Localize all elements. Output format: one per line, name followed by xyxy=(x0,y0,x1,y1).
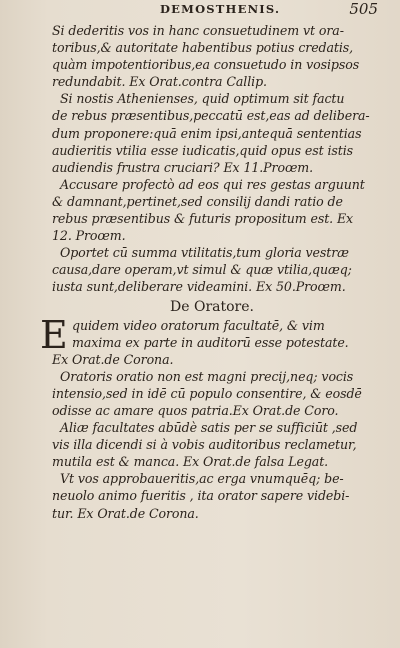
text-line: Ex Orat.de Corona. xyxy=(52,351,174,367)
text-line: 12. Proœm. xyxy=(52,228,126,244)
text-line: Si nostis Athenienses, quid optimum sit factu xyxy=(60,91,345,107)
page-number: 505 xyxy=(349,0,378,18)
quotes-after xyxy=(52,351,372,522)
text-line: rebus præsentibus & futuris propositum est. Ex xyxy=(52,211,354,227)
section-heading: De Oratore. xyxy=(170,298,254,315)
text-line: audieritis vtilia esse iudicatis,quid opus est istis xyxy=(52,142,354,158)
text-line: vis illa dicendi si à vobis auditoribus reclametur, xyxy=(52,437,357,453)
text-line: intensio,sed in idē cū populo consentire, & eosdē xyxy=(52,385,362,401)
text-line: maxima ex parte in auditorū esse potestate. xyxy=(72,334,349,350)
drop-cap: E xyxy=(40,312,68,357)
text-line: Oratoris oratio non est magni precij,neq; vocis xyxy=(60,368,354,384)
text-line: dum proponere:quā enim ipsi,antequā sententias xyxy=(52,125,362,141)
dropcap-paragraph xyxy=(40,312,372,357)
text-line: audiendis frustra cruciari? Ex 11.Proœm. xyxy=(52,159,314,175)
text-line: Si dederitis vos in hanc consuetudinem vt ora- xyxy=(52,23,344,38)
text-line: mutila est & manca. Ex Orat.de falsa Legat. xyxy=(52,454,329,470)
text-block xyxy=(40,22,372,522)
text-line: neuolo animo fueritis , ita orator sapere videbi- xyxy=(52,488,350,504)
text-line: Oportet cū summa vtilitatis,tum gloria vestræ xyxy=(60,245,349,261)
text-line: tur. Ex Orat.de Corona. xyxy=(52,505,199,521)
text-line: Accusare profectò ad eos qui res gestas arguunt xyxy=(60,176,365,192)
text-line: iusta sunt,deliberare videamini. Ex 50.Proœm. xyxy=(52,279,346,295)
text-line: Aliæ facultates abūdè satis per se sufficiūt ,sed xyxy=(60,420,358,436)
text-line: & damnant,pertinet,sed consilij dandi ratio de xyxy=(52,193,343,209)
text-line: quàm impotentioribus,ea consuetudo in vosipsos xyxy=(52,57,360,73)
text-line: redundabit. Ex Orat.contra Callip. xyxy=(52,74,267,90)
quotes-before xyxy=(52,22,372,296)
text-line: de rebus præsentibus,peccatū est,eas ad delibera- xyxy=(52,108,370,124)
text-line: causa,dare operam,vt simul & quæ vtilia,quæq; xyxy=(52,262,352,278)
text-line: Vt vos approbaueritis,ac erga vnumquēq; be- xyxy=(60,471,344,487)
running-title: DEMOSTHENIS. xyxy=(160,2,281,16)
text-line: toribus,& autoritate habentibus potius credatis, xyxy=(52,40,354,56)
text-line: quidem video oratorum facultatē, & vim xyxy=(72,317,325,333)
page-header xyxy=(40,2,378,20)
text-line: odisse ac amare quos patria.Ex Orat.de Coro. xyxy=(52,402,339,418)
